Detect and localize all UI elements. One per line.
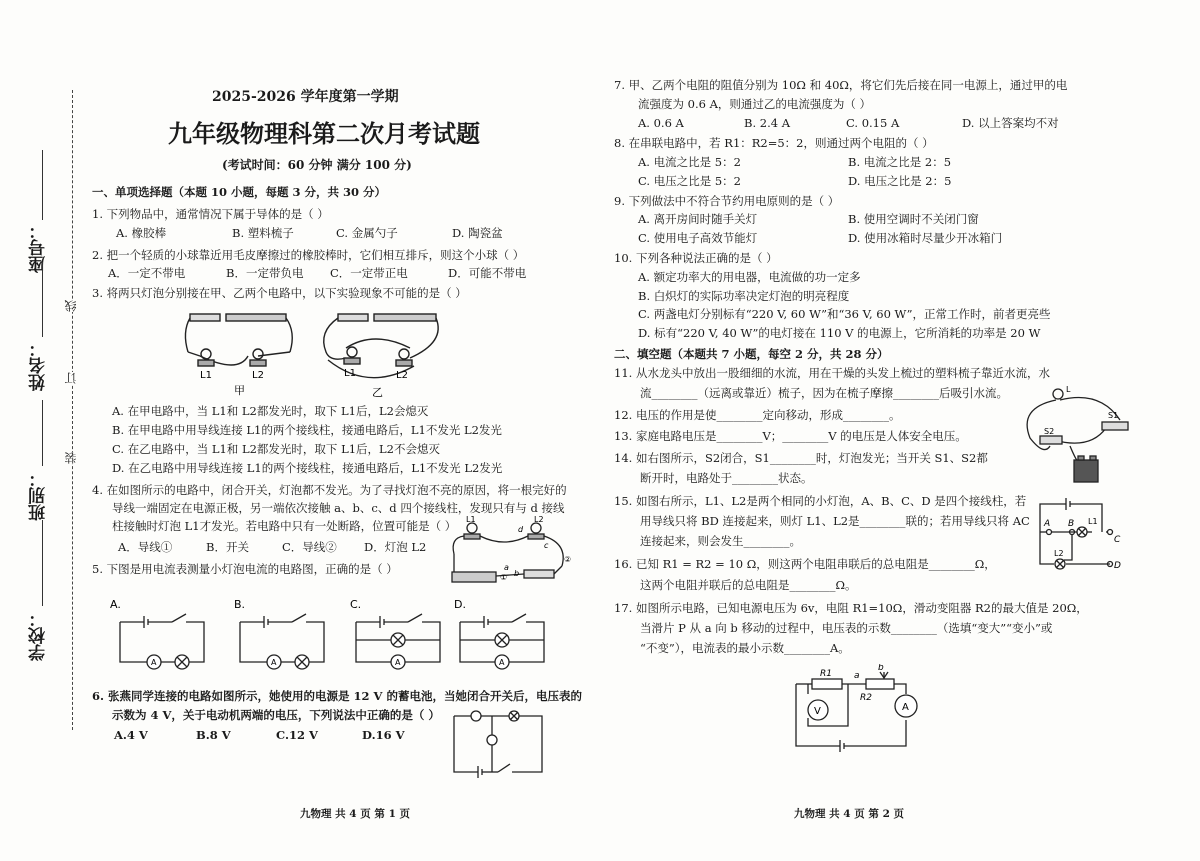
q9-stem: 9. 下列做法中不符合节约用电原则的是（ ） [614,194,840,208]
q7-option-d[interactable]: D. 以上答案均不对 [962,116,1059,130]
exam-meta: (考试时间：60 分钟 满分 100 分) [222,158,412,172]
q17-r2-label: R2 [860,693,872,703]
q10-option-c[interactable]: C. 两盏电灯分别标有“220 V, 60 W”和“36 V, 60 W”，正常工作时，前者更亮些 [638,307,1051,321]
q17-line1: 17. 如图所示电路，已知电源电压为 6v，电阻 R1=10Ω，滑动变阻器 R2的最大值是 20Ω， [614,601,1088,615]
q7-option-c[interactable]: C. 0.15 A [846,116,900,130]
q17-line3[interactable]: “不变”），电流表的最小示数________A。 [640,641,850,655]
q7-option-a[interactable]: A. 0.6 A [638,116,684,130]
class-label: 班别： [29,470,49,521]
school-blank[interactable] [42,520,43,606]
q15-figure [1030,494,1130,580]
footer-left: 九物理 共 4 页 第 1 页 [300,808,411,820]
footer-right: 九物理 共 4 页 第 2 页 [794,808,905,820]
q16-line1[interactable]: 16. 已知 R1 = R2 = 10 Ω，则这两个电阻串联后的总电阻是________Ω， [614,557,996,571]
q17-figure [786,664,936,756]
q1-option-b[interactable]: B. 塑料梳子 [232,226,294,240]
q5-option-d-label[interactable]: D. [454,598,466,611]
q14-line1[interactable]: 14. 如右图所示，S2闭合，S1________时，灯泡发光；当开关 S1、S2都 [614,451,988,465]
school-label: 学校： [29,610,49,661]
q7-line2: 流强度为 0.6 A，则通过乙的电流强度为（ ） [638,97,872,111]
q14-figure [1010,380,1150,490]
section-heading-2: 二、填空题（本题共 7 小题，每空 2 分，共 28 分） [614,347,889,361]
q17-b-label: b [878,664,884,673]
q6-figure [448,706,548,778]
q5-option-a-label[interactable]: A. [110,598,121,611]
q15-line2[interactable]: 用导线只将 BD 连接起来，则灯 L1、L2是________联的；若用导线只将 AC [640,514,1030,528]
q3-figure [178,302,448,402]
q6-line1: 6. 张燕同学连接的电路如图所示，她使用的电源是 12 V 的蓄电池，当她闭合开关后，电压表的 [92,689,582,703]
q2-option-a[interactable]: A．一定不带电 [108,266,186,280]
binding-xian: 线 [64,300,78,312]
q8-option-a[interactable]: A. 电流之比是 5：2 [638,155,741,169]
q5-ammeter-c: A [395,658,401,667]
q15-d-label: D [1114,561,1121,571]
q3-option-d[interactable]: D. 在乙电路中用导线连接 L1的两个接线柱，接通电路后，L1不发光 L2发光 [112,461,503,475]
q4-line3: 柱接触时灯泡 L1才发光。若电路中只有一处断路，位置可能是（ ） [112,519,457,533]
q7-option-b[interactable]: B. 2.4 A [744,116,791,130]
q1-option-c[interactable]: C. 金属勺子 [336,226,398,240]
q9-option-d[interactable]: D. 使用冰箱时尽量少开冰箱门 [848,231,1003,245]
q14-l-label: L [1066,385,1071,394]
q16-line2[interactable]: 这两个电阻并联后的总电阻是________Ω。 [640,578,857,592]
q14-s1-label: S1 [1108,411,1119,420]
q3-caption-jia: 甲 [234,384,245,397]
q4-option-c[interactable]: C．导线② [282,540,337,554]
q6-option-b[interactable]: B.8 V [196,728,231,742]
q4-line2: 导线一端固定在电源正极，另一端依次接触 a、b、c、d 四个接线柱，发现只有与 d 接线 [112,501,565,515]
binding-line [72,90,73,730]
q4-d-label: d [518,525,524,534]
q3-l1-label-jia: L1 [200,370,212,381]
q8-option-b[interactable]: B. 电流之比是 2：5 [848,155,952,169]
q10-option-d[interactable]: D. 标有“220 V, 40 W”的电灯接在 110 V 的电源上，它所消耗的功率是 20 W [638,326,1041,340]
class-blank[interactable] [42,400,43,466]
q5-ammeter-a: A [151,658,157,667]
q1-option-a[interactable]: A. 橡胶棒 [116,226,167,240]
q2-option-d[interactable]: D．可能不带电 [448,266,527,280]
q4-c-label: c [544,541,549,550]
term-heading: 2025-2026 学年度第一学期 [212,89,399,105]
q8-stem: 8. 在串联电路中，若 R1：R2=5：2，则通过两个电阻的（ ） [614,136,934,150]
seat-blank[interactable] [42,150,43,220]
q5-stem: 5. 下图是用电流表测量小灯泡电流的电路图，正确的是（ ） [92,562,398,576]
q3-l2-label-yi: L2 [396,370,408,381]
q3-option-a[interactable]: A. 在甲电路中，当 L1和 L2都发光时，取下 L1后，L2会熄灭 [112,404,429,418]
q3-l1-label-yi: L1 [344,368,356,379]
q15-b-label: B [1068,519,1075,529]
q10-option-b[interactable]: B. 白炽灯的实际功率决定灯泡的明亮程度 [638,289,850,303]
q10-option-a[interactable]: A. 额定功率大的用电器，电流做的功一定多 [638,270,861,284]
q4-option-d[interactable]: D．灯泡 L2 [364,540,427,554]
q4-option-a[interactable]: A．导线① [118,540,173,554]
q6-line2: 示数为 4 V，关于电动机两端的电压，下列说法中正确的是（ ） [112,708,440,722]
q8-option-d[interactable]: D. 电压之比是 2：5 [848,174,952,188]
q2-option-b[interactable]: B．一定带负电 [226,266,304,280]
binding-zhuang: 装 [64,452,78,464]
q2-option-c[interactable]: C．一定带正电 [330,266,408,280]
q10-stem: 10. 下列各种说法正确的是（ ） [614,251,778,265]
q13-text[interactable]: 13. 家庭电路电压是________V；________V 的电压是人体安全电压。 [614,429,967,443]
q15-line1: 15. 如图右所示，L1、L2是两个相同的小灯泡，A、B、C、D 是四个接线柱，若 [614,494,1027,508]
q14-s2-label: S2 [1044,427,1055,436]
q11-line2[interactable]: 流________（远离或靠近）梳子，因为在梳子摩擦________后吸引水流。 [640,386,1008,400]
name-label: 姓名： [29,340,49,391]
page-title: 九年级物理科第二次月考试题 [168,119,480,148]
q15-a-label: A [1044,519,1051,529]
q6-option-a[interactable]: A.4 V [114,728,148,742]
q15-l2-label: L2 [1054,549,1064,558]
q4-a-label: a [504,563,509,572]
q3-stem: 3. 将两只灯泡分别接在甲、乙两个电路中，以下实验现象不可能的是（ ） [92,286,467,300]
q15-l1-label: L1 [1088,517,1098,526]
section-heading-1: 一、单项选择题（本题 10 小题，每题 3 分，共 30 分） [92,185,387,199]
q5-ammeter-b: A [271,658,277,667]
q7-line1: 7. 甲、乙两个电阻的阻值分别为 10Ω 和 40Ω，将它们先后接在同一电源上，通过甲的电 [614,78,1068,92]
q5-option-b-label[interactable]: B. [234,598,246,611]
q17-voltmeter-label: V [814,706,821,717]
q3-option-c[interactable]: C. 在乙电路中，当 L1和 L2都发光时，取下 L1后，L2不会熄灭 [112,442,440,456]
q4-figure [444,514,578,586]
q6-option-d[interactable]: D.16 V [362,728,405,742]
q12-text[interactable]: 12. 电压的作用是使________定向移动，形成________。 [614,408,901,422]
q2-stem: 2. 把一个轻质的小球靠近用毛皮摩擦过的橡胶棒时，它们相互排斥，则这个小球（ ） [92,248,525,262]
q11-line1: 11. 从水龙头中放出一股细细的水流，用在干燥的头发上梳过的塑料梳子靠近水流，水 [614,366,1050,380]
q17-ammeter-label: A [902,702,909,713]
q4-wire2-label: ② [564,555,572,564]
q1-stem: 1. 下列物品中，通常情况下属于导体的是（ ） [92,207,329,221]
q4-b-label: b [514,569,520,578]
q17-a-label: a [854,671,860,681]
q8-option-c[interactable]: C. 电压之比是 5：2 [638,174,741,188]
seat-label: 座号： [29,222,49,273]
q5-figure [110,596,570,676]
q3-option-b[interactable]: B. 在甲电路中用导线连接 L1的两个接线柱，接通电路后，L1不发光 L2发光 [112,423,502,437]
q5-option-c-label[interactable]: C. [350,598,362,611]
q6-option-c[interactable]: C.12 V [276,728,318,742]
q5-ammeter-d: A [499,658,505,667]
q9-option-a[interactable]: A. 离开房间时随手关灯 [638,212,758,226]
q15-c-label: C [1114,535,1121,545]
q4-wire1-label: ① [500,573,508,582]
q17-line2[interactable]: 当滑片 P 从 a 向 b 移动的过程中，电压表的示数________（选填“变大”“变小”或 [640,621,1053,635]
q4-l1-label: L1 [466,515,476,524]
q3-caption-yi: 乙 [372,386,383,399]
binding-ding: 订 [64,372,78,384]
q9-option-b[interactable]: B. 使用空调时不关闭门窗 [848,212,979,226]
q1-option-d[interactable]: D. 陶瓷盆 [452,226,503,240]
name-blank[interactable] [42,262,43,337]
q15-line3[interactable]: 连接起来，则会发生________。 [640,534,801,548]
q4-line1: 4. 在如图所示的电路中，闭合开关，灯泡都不发光。为了寻找灯泡不亮的原因，将一根完好的 [92,483,567,497]
q9-option-c[interactable]: C. 使用电子高效节能灯 [638,231,758,245]
q4-option-b[interactable]: B．开关 [206,540,249,554]
q3-l2-label-jia: L2 [252,370,264,381]
q17-r1-label: R1 [820,669,832,679]
q14-line2[interactable]: 断开时，电路处于________状态。 [640,471,813,485]
q4-l2-label: L2 [534,515,544,524]
